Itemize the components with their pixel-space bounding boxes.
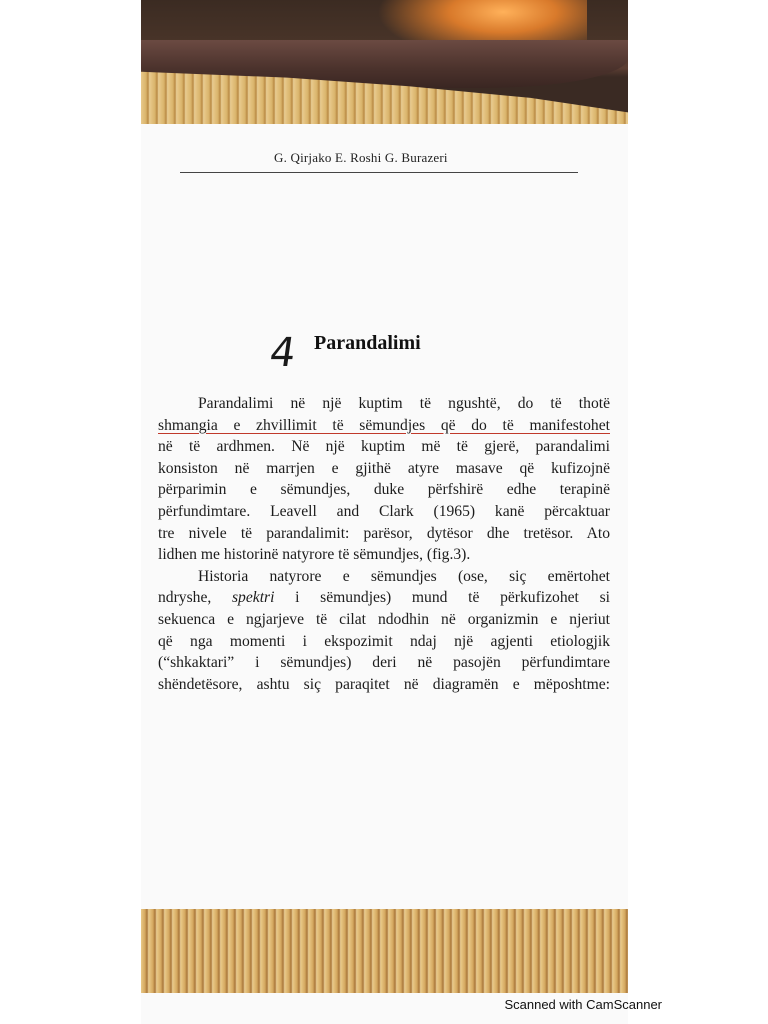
text-line: shëndetësore, ashtu siç paraqitet në diagramën e mëposhtme: [158, 675, 610, 693]
text-line-mixed [158, 587, 610, 609]
text-line: që nga momenti i ekspozimit ndaj një agjenti etiologjik [158, 632, 610, 650]
text-fragment: ndryshe, [158, 589, 232, 607]
handwritten-chapter-number: 4 [266, 330, 299, 376]
text-line: në të ardhmen. Në një kuptim më të gjerë, parandalimi [158, 438, 610, 456]
text-line: (“shkaktari” i sëmundjes) deri në pasojën përfundimtare [158, 654, 610, 672]
text-line: lidhen me historinë natyrore të sëmundjes, (fig.3). [158, 546, 471, 564]
text-line: tre nivele të parandalimit: parësor, dytësor dhe tretësor. Ato [158, 524, 610, 542]
text-line: përparimin e sëmundjes, duke përfshirë edhe terapinë [158, 481, 610, 499]
text-line: Historia natyrore e sëmundjes (ose, siç emërtohet [198, 567, 610, 585]
text-line-underlined: shmangia e zhvillimit të sëmundjes që do të manifestohet [158, 416, 610, 434]
italic-term: spektri [231, 589, 275, 607]
bamboo-mat-bottom [141, 909, 628, 993]
text-line: sekuenca e ngjarjeve të cilat ndodhin në organizmin e njeriut [158, 610, 610, 628]
header-authors: G. Qirjako E. Roshi G. Burazeri [274, 150, 448, 165]
chapter-title: Parandalimi [314, 332, 421, 354]
running-header [180, 146, 578, 173]
text-line: konsiston në marrjen e gjithë atyre masave që kufizojnë [158, 459, 610, 477]
text-line: përfundimtare. Leavell and Clark (1965) kanë përcaktuar [158, 502, 610, 520]
scanner-watermark: Scanned with CamScanner [504, 997, 662, 1012]
text-line: Parandalimi në një kuptim të ngushtë, do të thotë [198, 395, 610, 412]
body-text [158, 393, 610, 695]
text-fragment: i sëmundjes) mund të përkufizohet si [274, 589, 610, 607]
